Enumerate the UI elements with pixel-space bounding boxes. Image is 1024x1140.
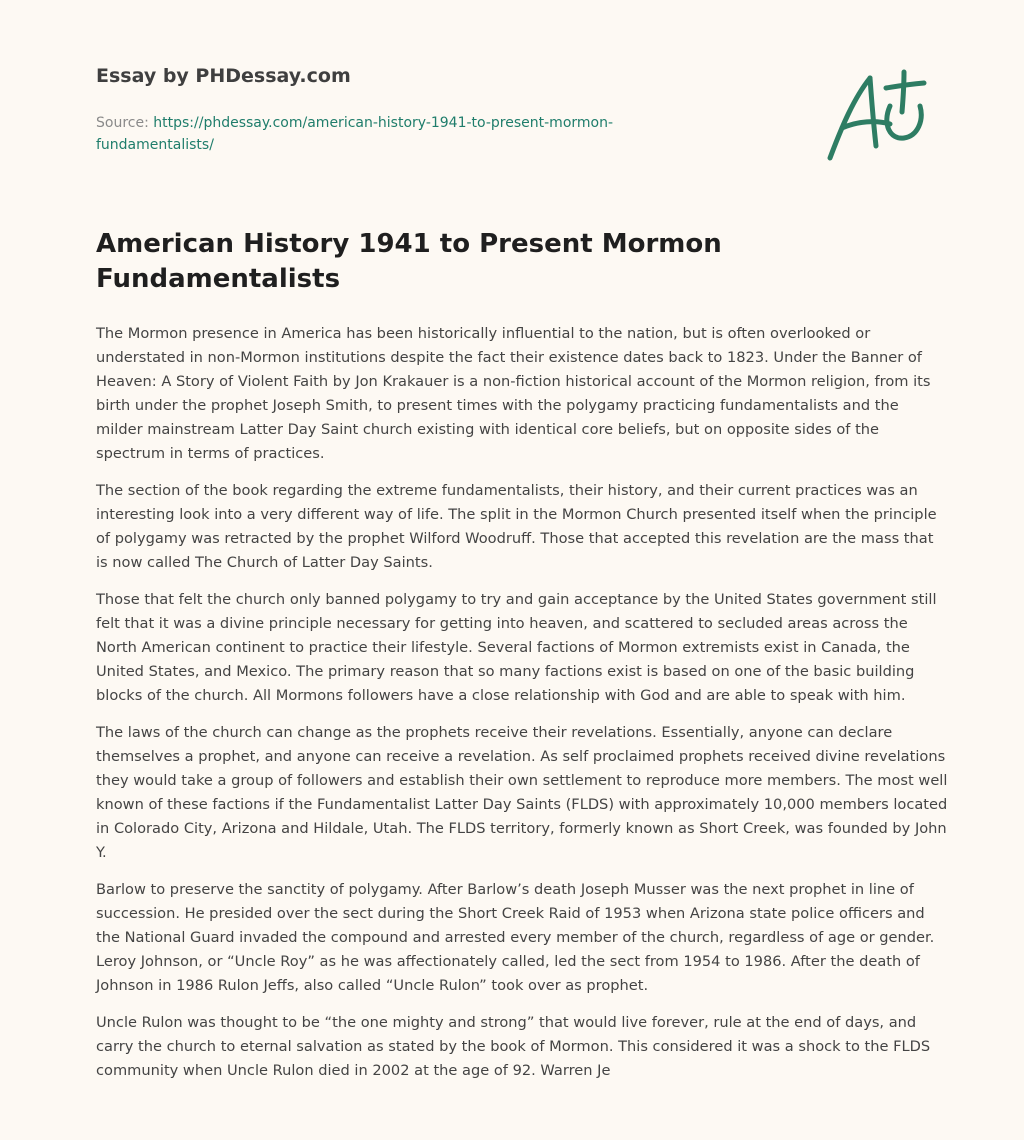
- essay-title: American History 1941 to Present Mormon Fundamentalists: [96, 229, 722, 294]
- essay-body: [96, 322, 948, 1096]
- source-link[interactable]: https://phdessay.com/american-history-1941-to-present-mormon-fundamentalists/: [96, 115, 614, 153]
- source-label: Source:: [96, 115, 149, 131]
- essay-paragraph: The section of the book regarding the extreme fundamentalists, their history, and their current practices was an interesting look into a very different way of life. The split in the Mormon Church presented itself when the principle of polygamy was retracted by the prophet Wilford Woodruff. Those that accepted this revelation are the mass that is now called The Church of Latter Day Saints.: [96, 482, 937, 571]
- essay-paragraph: The laws of the church can change as the prophets receive their revelations. Essentially, anyone can declare themselves a prophet, and anyone can receive a revelation. As self proclaimed prophets received divine revelations they would take a group of followers and establish their own settlement to reproduce more members. The most well known of these factions if the Fundamentalist Latter Day Saints (FLDS) with approximately 10,000 members located in Colorado City, Arizona and Hildale, Utah. The FLDS territory, formerly known as Short Creek, was founded by John Y.: [96, 724, 948, 861]
- essay-paragraph: The Mormon presence in America has been historically influential to the nation, but is often overlooked or understated in non-Mormon institutions despite the fact their existence dates back to 1823. Under the Banner of Heaven: A Story of Violent Faith by Jon Krakauer is a non-fiction historical account of the Mormon religion, from its birth under the prophet Joseph Smith, to present times with the polygamy practicing fundamentalists and the milder mainstream Latter Day Saint church existing with identical core beliefs, but on opposite sides of the spectrum in terms of practices.: [96, 325, 931, 462]
- essay-paragraph: Those that felt the church only banned polygamy to try and gain acceptance by the United States government still felt that it was a divine principle necessary for getting into heaven, and scattered to secluded areas across the North American continent to practice their lifestyle. Several factions of Mormon extremists exist in Canada, the United States, and Mexico. The primary reason that so many factions exist is based on one of the basic building blocks of the church. All Mormons followers have a close relationship with God and are able to speak with him.: [96, 591, 937, 704]
- essay-paragraph: Barlow to preserve the sanctity of polygamy. After Barlow’s death Joseph Musser was the next prophet in line of succession. He presided over the sect during the Short Creek Raid of 1953 when Arizona state police officers and the National Guard invaded the compound and arrested every member of the church, regardless of age or gender. Leroy Johnson, or “Uncle Roy” as he was affectionately called, led the sect from 1954 to 1986. After the death of Johnson in 1986 Rulon Jeffs, also called “Uncle Rulon” took over as prophet.: [96, 881, 935, 994]
- essay-header: [96, 62, 796, 156]
- site-brand: Essay by PHDessay.com: [96, 65, 351, 87]
- a-plus-grade-icon: [820, 66, 930, 166]
- essay-paragraph: Uncle Rulon was thought to be “the one mighty and strong” that would live forever, rule at the end of days, and carry the church to eternal salvation as stated by the book of Mormon. This considered it was a shock to the FLDS community when Uncle Rulon died in 2002 at the age of 92. Warren Je: [96, 1014, 931, 1079]
- source-line: [96, 112, 656, 156]
